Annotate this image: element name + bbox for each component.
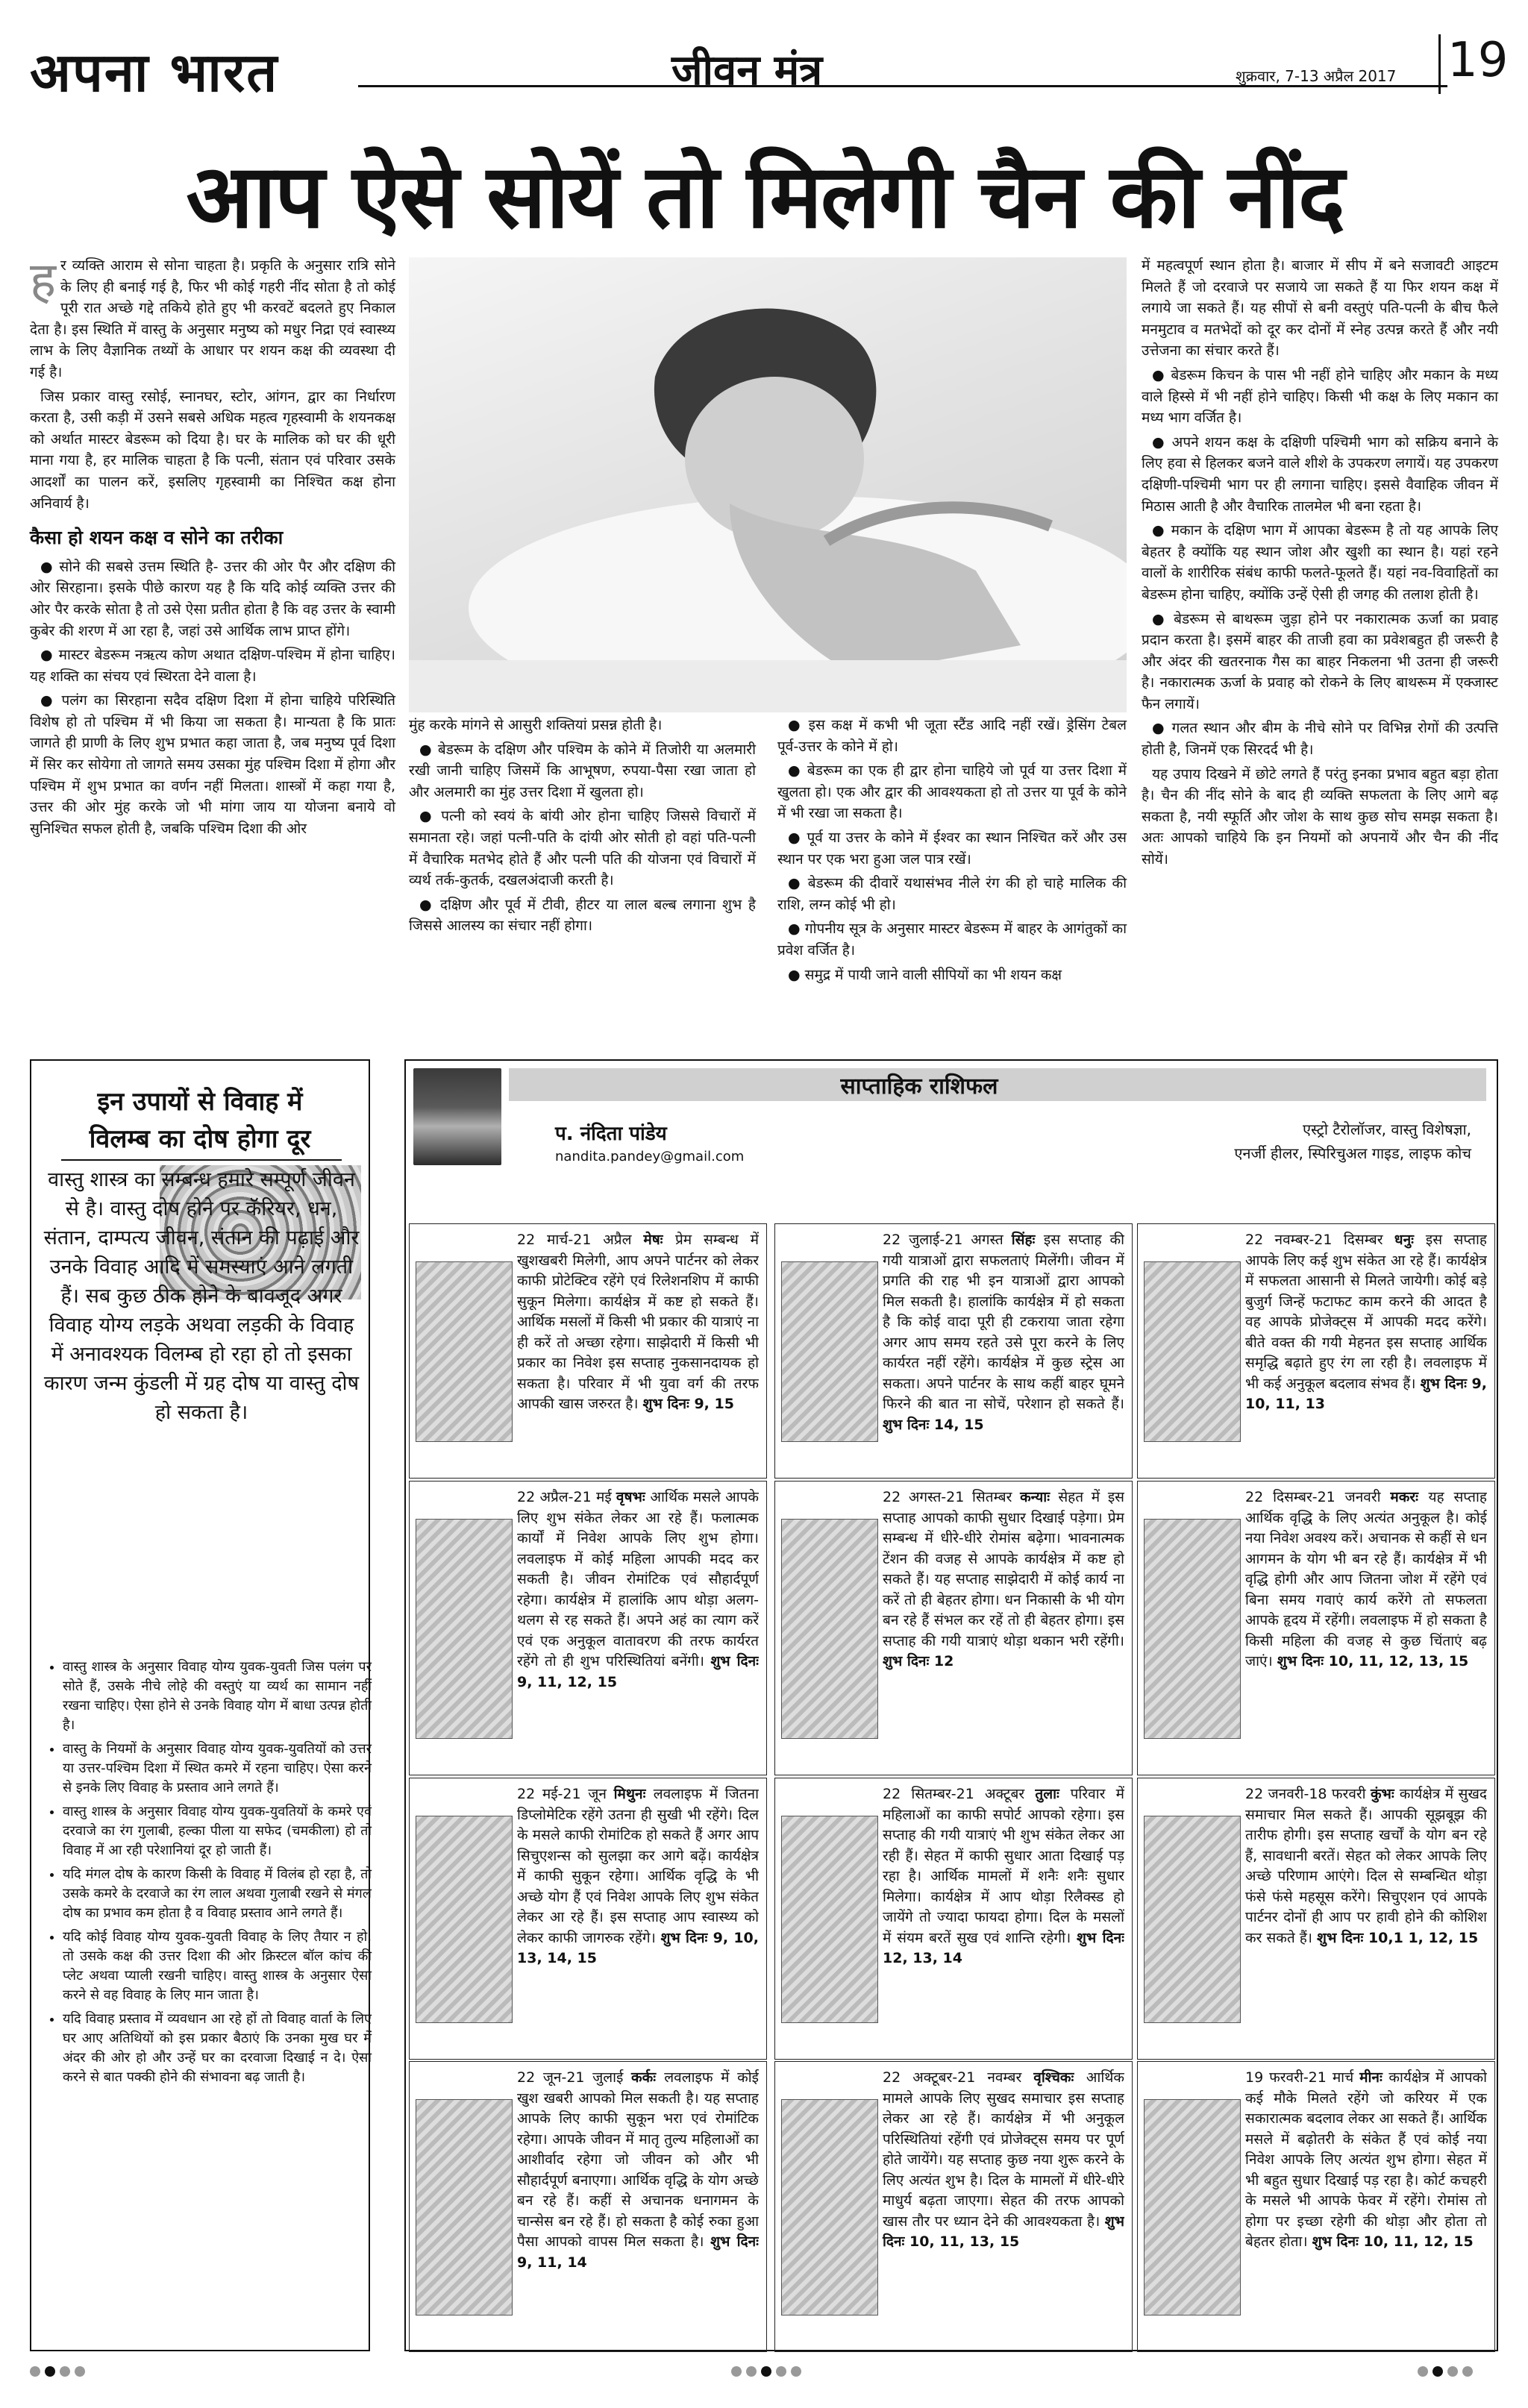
bullet-paragraph: ● इस कक्ष में कभी भी जूता स्टैंड आदि नहीं रखें। ड्रेसिंग टेबल पूर्व-उत्तर के कोने में हो। bbox=[777, 717, 1127, 755]
masthead bbox=[30, 30, 1509, 104]
sign-prediction: कार्यक्षेत्र में सुखद समाचार मिल सकते हैं। आपकी सूझबूझ की तारीफ होगी। इस सप्ताह खर्चों के योग बन रहे हैं, सावधानी बरतें। सेहत को लेकर आपके लिए अच्छे परिणाम आएंगे। दिल से सम्बन्धित थोड़ा फंसे फंसे महसूस करेंगे। सिचुएशन एवं आपके पार्टनर दोनों ही आप पर हावी होने की कोशिश कर सकते हैं। bbox=[1245, 1786, 1487, 1946]
author-name: प. नंदिता पांडेय bbox=[555, 1123, 667, 1145]
page-number: 19 bbox=[1447, 33, 1509, 88]
sign-prediction: आर्थिक मामले आपके लिए सुखद समाचार इस सप्ताह लेकर आ रहे हैं। कार्यक्षेत्र में भी अनुकूल परिस्थितियां रहेंगी एवं प्रोजेक्ट्स समय पर पूर्ण होते जायेंगे। यह सप्ताह कुछ नया शुरू करने के लिए अत्यंत शुभ है। दिल के मामलों में धीरे-धीरे माधुर्य बढ़ता जाएगा। सेहत की तरफ आपको खास तौर पर ध्यान देने की आवश्यकता है। bbox=[883, 2069, 1124, 2230]
lucky-days: शुभ दिनः 12 bbox=[883, 1653, 954, 1669]
sign-card bbox=[409, 1778, 767, 2060]
lucky-days: शुभ दिनः 9, 15 bbox=[642, 1396, 734, 1412]
author-photo bbox=[413, 1068, 501, 1165]
subhead: कैसा हो शयन कक्ष व सोने का तरीका bbox=[30, 527, 284, 549]
dot bbox=[761, 2366, 771, 2377]
article-column-1 bbox=[30, 251, 395, 842]
bullet-paragraph: ● पत्नी को स्वयं के बांयी ओर होना चाहिए जिससे विचारों में समानता रहे। जहां पत्नी-पति के दांयी ओर सोती हो वहां पति-पत्नी में वैचारिक मतभेद होते हैं और पत्नी पति की योजना एवं विचारों में व्यर्थ तर्क-कुतर्क, दखलअंदाजी करती है। bbox=[409, 808, 756, 889]
sign-name: मिथुनः bbox=[613, 1786, 654, 1802]
sign-name: वृश्चिकः bbox=[1033, 2069, 1086, 2086]
dot bbox=[1418, 2366, 1428, 2377]
rashifal-title: साप्ताहिक राशिफल bbox=[840, 1073, 998, 1100]
sidebar-box bbox=[30, 1059, 370, 2351]
dot bbox=[30, 2366, 40, 2377]
sign-card bbox=[1137, 1778, 1495, 2060]
dot bbox=[731, 2366, 742, 2377]
list-item: • वास्तु शास्त्र के अनुसार विवाह योग्य युवक-युवतियों के कमरे एवं दरवाजे का रंग गुलाबी, हल्का पीला या सफेद (चमकीला) हो तो विवाह में आ रही परेशानियां दूर हो जाती हैं। bbox=[63, 1802, 372, 1860]
sidebar-intro: वास्तु शास्त्र का सम्बन्ध हमारे सम्पूर्ण जीवन से है। वास्तु दोष होने पर कॅरियर, धन, संतान, दाम्पत्य जीवन, संतान की पढ़ाई और उनके विवाह आदि में समस्याएं आने लगती हैं। सब कुछ ठीक होने के बावजूद अगर विवाह योग्य लड़के अथवा लड़की के विवाह में अनावश्यक विलम्ब हो रहा हो तो इसका कारण जन्म कुंडली में ग्रह दोष या वास्तु दोष हो सकता है। bbox=[43, 1168, 360, 1424]
bullet-paragraph: ● दक्षिण और पूर्व में टीवी, हीटर या लाल बल्ब लगाना शुभ है जिससे आलस्य का संचार नहीं होगा। bbox=[409, 896, 756, 935]
article-column-4 bbox=[1142, 255, 1498, 874]
sign-card bbox=[774, 2061, 1133, 2352]
footer-dots-center bbox=[731, 2366, 801, 2377]
sign-text bbox=[781, 1487, 1124, 1769]
sign-text bbox=[416, 1784, 759, 2053]
sign-prediction: कार्यक्षेत्र में आपको कई मौके मिलते रहेंगे जो करियर में एक सकारात्मक बदलाव लेकर आ सकते हैं। आर्थिक मसले में बढ़ोतरी के संकेत हैं एवं कोई नया निवेश आपके लिए अत्यंत शुभ होगा। सेहत में भी बहुत सुधार दिखाई पड़ रहा है। कोर्ट कचहरी के मसले भी आपके फेवर में रहेंगे। रोमांस तो होगा पर इच्छा रहेगी की थोड़ा और होता तो बेहतर होता। bbox=[1245, 2069, 1487, 2250]
sign-card bbox=[409, 2061, 767, 2352]
sign-prediction: इस सप्ताह आपके लिए कई शुभ संकेत आ रहे हैं। कार्यक्षेत्र में सफलता आसानी से मिलते जायेगी। कोई बड़े बुजुर्ग जिन्हें फटाफट काम करने की आदत है वह आपके प्रोजेक्ट्स में आपकी मदद करेंगे। बीते वक्त की गयी मेहनत इस सप्ताह आर्थिक समृद्धि बढ़ाते हुए रंग ला रही है। लवलाइफ में भी कई अनुकूल बदलाव संभव हैं। bbox=[1245, 1232, 1487, 1392]
sign-card bbox=[409, 1481, 767, 1775]
sign-dates: 22 अक्टूबर-21 नवम्बर bbox=[883, 2069, 1034, 2086]
sidebar-title-line-1: इन उपायों से विवाह में bbox=[97, 1087, 303, 1117]
paper-name: अपना भारत bbox=[30, 40, 279, 104]
list-item: • यदि मंगल दोष के कारण किसी के विवाह में विलंब हो रहा है, तो उसके कमरे के दरवाजे का रंग लाल अथवा गुलाबी रखने से मंगल दोष का प्रभाव कम होता है व विवाह प्रस्ताव आने लगते हैं। bbox=[63, 1865, 372, 1923]
sign-dates: 22 अप्रैल-21 मई bbox=[517, 1489, 616, 1505]
sign-prediction: आर्थिक मसले आपके लिए शुभ संकेत लेकर आ रहे हैं। फलात्मक कार्यों में निवेश आपके लिए शुभ होगा। लवलाइफ में कोई महिला आपकी मदद कर सकती है। जीवन रोमांटिक एवं सौहार्दपूर्ण रहेगा। कार्यक्षेत्र में हालांकि आप थोड़ा अलग-थलग से रह सकते हैं। अपने अहं का त्याग करें एवं एक अनुकूल वातावरण की तरफ कार्यरत रहेंगे तो ही शुभ परिस्थितियां बनेंगी। bbox=[517, 1489, 759, 1669]
sidebar-title-rule bbox=[61, 1159, 342, 1161]
lucky-days: शुभ दिनः 10, 11, 12, 15 bbox=[1312, 2233, 1474, 2250]
sign-card bbox=[1137, 2061, 1495, 2352]
bullet-paragraph: ● सोने की सबसे उत्तम स्थिति है- उत्तर की ओर पैर और दक्षिण की ओर सिरहाना। इसके पीछे कारण यह है कि यदि कोई व्यक्ति उत्तर की ओर पैर करके सोता है तो उसे ऐसा प्रतीत होता है कि वह उत्तर के स्वामी कुबेर की शरण में आ रहा है, जहां उसे आर्थिक लाभ प्राप्त होंगे। bbox=[30, 558, 395, 639]
paragraph: में महत्वपूर्ण स्थान होता है। बाजार में सीप में बने सजावटी आइटम मिलते हैं जो दरवाजे पर सजाये जा सकते हैं या फिर शयन कक्ष में लगाये जा सकते हैं। यह सीपों से बनी वस्तुएं पति-पत्नी के बीच फैले मनमुटाव व मतभेदों को दूर कर दोनों में स्नेह उत्पन्न करते हैं और नयी उत्तेजना का संचार करते हैं। bbox=[1142, 257, 1498, 360]
sign-card bbox=[774, 1223, 1133, 1479]
dot bbox=[1432, 2366, 1443, 2377]
bullet-paragraph: ● गलत स्थान और बीम के नीचे सोने पर विभिन्न रोगों की उत्पत्ति होती है, जिनमें एक सिरदर्द भी है। bbox=[1142, 720, 1498, 759]
bullet-paragraph: ● समुद्र में पायी जाने वाली सीपियों का भी शयन कक्ष bbox=[788, 966, 1062, 983]
bullet-paragraph: ● बेडरूम के दक्षिण और पश्चिम के कोने में तिजोरी या अलमारी रखी जानी चाहिए जिसमें कि आभूषण, रुपया-पैसा रखा जाता हो और अलमारी का मुंह उत्तर दिशा में खुलता हो। bbox=[409, 741, 756, 800]
sign-text bbox=[1144, 2068, 1487, 2345]
sign-name: कुंभः bbox=[1370, 1786, 1400, 1802]
sign-name: मकरः bbox=[1390, 1489, 1429, 1505]
author-role-2: एनर्जी हीलर, स्पिरिचुअल गाइड, लाइफ कोच bbox=[1234, 1144, 1471, 1162]
list-item: • यदि कोई विवाह योग्य युवक-युवती विवाह के लिए तैयार न हो, तो उसके कक्ष की उत्तर दिशा की ओर क्रिस्टल बॉल कांच की प्लेट अथवा प्याली रखनी चाहिए। वास्तु शास्त्र के अनुसार ऐसा करने से वह विवाह के लिए मान जाता है। bbox=[63, 1928, 372, 2005]
sign-dates: 22 जनवरी-18 फरवरी bbox=[1245, 1786, 1371, 1802]
sidebar-points bbox=[43, 1658, 372, 2092]
list-item: • वास्तु के नियमों के अनुसार विवाह योग्य युवक-युवतियों को उत्तर या उत्तर-पश्चिम दिशा में स्थित कमरे में रहना चाहिए। ऐसा करने से इनके लिए विवाह के प्रस्ताव आने लगते हैं। bbox=[63, 1740, 372, 1798]
bullet-paragraph: ● मास्टर बेडरूम नऋत्य कोण अथात दक्षिण-पश्चिम में होना चाहिए। यह शक्ति का संचय एवं स्थिरता देने वाला है। bbox=[30, 647, 395, 685]
article-column-2 bbox=[409, 715, 756, 940]
sign-text bbox=[1144, 1487, 1487, 1769]
sleeping-woman-illustration bbox=[409, 257, 1127, 712]
list-item: • वास्तु शास्त्र के अनुसार विवाह योग्य युवक-युवती जिस पलंग पर सोते हैं, उसके नीचे लोहे की वस्तुएं या व्यर्थ का सामान नहीं रखना चाहिए। ऐसा होने से उनके विवाह योग में बाधा उत्पन्न होती है। bbox=[63, 1658, 372, 1735]
sign-dates: 22 मई-21 जून bbox=[517, 1786, 614, 1802]
dropcap: ह bbox=[30, 251, 57, 309]
sign-name: धनुः bbox=[1394, 1232, 1426, 1248]
sign-name: वृषभः bbox=[616, 1489, 651, 1505]
sign-dates: 22 मार्च-21 अप्रैल bbox=[517, 1232, 644, 1248]
bullet-paragraph: ● अपने शयन कक्ष के दक्षिणी पश्चिमी भाग को सक्रिय बनाने के लिए हवा से हिलकर बजने वाले शीशे के उपकरण लगायें। यह उपकरण दक्षिणी-पश्चिमी भाग पर ही लगाना चाहिए। इससे वैवाहिक जीवन में मिठास आती है और वैचारिक तालमेल भी बना रहता है। bbox=[1142, 433, 1498, 515]
sign-name: कन्याः bbox=[1020, 1489, 1059, 1505]
lucky-days: शुभ दिनः 12, 13, 14 bbox=[883, 1929, 1124, 1966]
sign-name: सिंहः bbox=[1011, 1232, 1044, 1248]
bullet-paragraph: ● पलंग का सिरहाना सदैव दक्षिण दिशा में होना चाहिये परिस्थिति विशेष हो तो पश्चिम में भी किया जा सकता है। मान्यता है कि प्रातः जागते ही प्राणी के लिए शुभ प्रभात कहा जाता है, जब मनुष्य पूर्व दिशा में सिर कर सोयेगा तो जागते समय उसका मुंह पश्चिम दिशा में होगा और पश्चिम में शुभ प्रभात का वर्णन नहीं मिलता। शास्त्रों में कहा गया है, उत्तर की ओर मुंह करके जो भी मांगा जाय या योजना बनाये वो सुनिश्चित सफल होती है, जबकि पश्चिम दिशा की ओर bbox=[30, 692, 395, 837]
sign-text bbox=[781, 2068, 1124, 2345]
lucky-days: शुभ दिनः 14, 15 bbox=[883, 1416, 984, 1433]
sign-prediction: यह सप्ताह आर्थिक वृद्धि के लिए अत्यंत अनुकूल है। कोई नया निवेश अवश्य करें। अचानक से कहीं से धन आगमन के योग भी बन रहे हैं। कार्यक्षेत्र में भी वृद्धि होगी और आप जितना जोश में रहेंगे एवं बिना समय गवाएं कार्य करेंगे तो सफलता आपके हृदय में रहेंगी। लवलाइफ में हो सकता है किसी महिला की वजह से कुछ चिंताएं बढ़ जाएं। bbox=[1245, 1489, 1487, 1669]
list-item: • यदि विवाह प्रस्ताव में व्यवधान आ रहे हों तो विवाह वार्ता के लिए घर आए अतिथियों को इस प्रकार बैठाएं कि उनका मुख घर में अंदर की ओर हो और उन्हें घर का दरवाजा दिखाई न दे। ऐसा करने से बात पक्की होने की संभावना बढ़ जाती है। bbox=[63, 2010, 372, 2087]
dot bbox=[45, 2366, 55, 2377]
lucky-days: शुभ दिनः 10, 11, 13, 15 bbox=[883, 2213, 1124, 2250]
sign-dates: 22 दिसम्बर-21 जनवरी bbox=[1245, 1489, 1391, 1505]
lucky-days: शुभ दिनः 9, 10, 13, 14, 15 bbox=[517, 1929, 759, 1966]
dot bbox=[776, 2366, 786, 2377]
lucky-days: शुभ दिनः 9, 10, 11, 13 bbox=[1245, 1375, 1487, 1412]
sign-text bbox=[416, 2068, 759, 2345]
lucky-days: शुभ दिनः 10,1 1, 12, 15 bbox=[1317, 1929, 1479, 1946]
sign-card bbox=[409, 1223, 767, 1479]
lucky-days: शुभ दिनः 10, 11, 12, 13, 15 bbox=[1277, 1653, 1469, 1669]
sign-name: मीनः bbox=[1359, 2069, 1389, 2086]
paragraph: जिस प्रकार वास्तु रसोई, स्नानघर, स्टोर, आंगन, द्वार का निर्धारण करता है, उसी कड़ी में उसने सबसे अधिक महत्व गृहस्वामी के शयनकक्ष को अर्थात मास्टर बेडरूम को दिया है। घर के मालिक को घर की धूरी माना गया है, हर मालिक चाहता है कि पत्नी, संतान एवं परिवार उसके आदर्शों का पालन करें, इसलिए गृहस्वामी का निश्चित कक्ष होना अनिवार्य है। bbox=[30, 388, 395, 512]
footer-dots-right bbox=[1418, 2366, 1473, 2377]
page-number-divider bbox=[1438, 34, 1441, 94]
issue-date: शुक्रवार, 7-13 अप्रैल 2017 bbox=[1236, 67, 1397, 85]
sign-dates: 22 अगस्त-21 सितम्बर bbox=[883, 1489, 1021, 1505]
sign-prediction: परिवार में महिलाओं का काफी सपोर्ट आपको रहेगा। इस सप्ताह की गयी यात्राएं भी शुभ संकेत लेकर आ रही हैं। सेहत में काफी सुधार आता दिखाई पड़ रहा है। आर्थिक मामलों में शनैः शनैः सुधार मिलेगा। कार्यक्षेत्र में आप थोड़ा रिलैक्स्ड हो जायेंगे तो ज्यादा फायदा होगा। दिल के मसलों में संयम बरतें सुख एवं शान्ति रहेगी। bbox=[883, 1786, 1124, 1946]
bullet-paragraph: ● बेडरूम का एक ही द्वार होना चाहिये जो पूर्व या उत्तर दिशा में खुलता हो। एक और द्वार की आवश्यकता हो तो उत्तर या पूर्व के कोने में भी रखा जा सकता है। bbox=[777, 762, 1127, 822]
sign-card bbox=[1137, 1223, 1495, 1479]
sign-text bbox=[416, 1230, 759, 1472]
sign-text bbox=[781, 1230, 1124, 1472]
sign-text bbox=[1144, 1230, 1487, 1472]
sign-dates: 22 नवम्बर-21 दिसम्बर bbox=[1245, 1232, 1394, 1248]
lucky-days: शुभ दिनः 9, 11, 14 bbox=[517, 2233, 759, 2271]
dot bbox=[60, 2366, 70, 2377]
footer-dots-left bbox=[30, 2366, 85, 2377]
sign-name: तुलाः bbox=[1035, 1786, 1071, 1802]
sign-text bbox=[781, 1784, 1124, 2053]
section-title: जीवन मंत्र bbox=[671, 46, 823, 95]
bullet-paragraph: ● मकान के दक्षिण भाग में आपका बेडरूम है तो यह आपके लिए बेहतर है क्योंकि यह स्थान जोश और खुशी का स्थान है। यहां रहने वालों के शारीरिक संबंध काफी फलते-फूलते हैं। यहां नव-विवाहितों का बेडरूम होना चाहिए, क्योंकि उन्हें ऐसी ही जगह की तलाश होती है। bbox=[1142, 522, 1498, 603]
sign-dates: 22 जुलाई-21 अगस्त bbox=[883, 1232, 1012, 1248]
sign-prediction: लवलाइफ में कोई खुश खबरी आपको मिल सकती है। यह सप्ताह आपके लिए काफी सुकून भरा एवं रोमांटिक रहेगा। आपके जीवन में मातृ तुल्य महिलाओं का आशीर्वाद रहेगा जो जीवन को और भी सौहार्दपूर्ण बनाएगा। आर्थिक वृद्धि के योग अच्छे बन रहे हैं। कहीं से अचानक धनागमन के चान्सेस बन रहे हैं। हो सकता है कोई रुका हुआ पैसा आपको वापस मिल सकता है। bbox=[517, 2069, 759, 2250]
dot bbox=[1447, 2366, 1458, 2377]
author-email: nandita.pandey@gmail.com bbox=[555, 1149, 745, 1164]
sign-name: मेषः bbox=[643, 1232, 675, 1248]
sign-prediction: प्रेम सम्बन्ध में खुशखबरी मिलेगी, आप अपने पार्टनर को लेकर काफी प्रोटेक्टिव रहेंगे एवं रिलेशनशिप में काफी सुकून मिलेगा। कार्यक्षेत्र में कष्ट हो सकते हैं। आर्थिक मसलों में किसी भी प्रकार की यात्राएं ना ही करें तो अच्छा रहेगा। साझेदारी में किसी भी प्रकार का निवेश इस सप्ताह नुकसानदायक हो सकता है। परिवार में भी युवा वर्ग की तरफ आपकी खास जरुरत है। bbox=[517, 1232, 759, 1412]
dot bbox=[791, 2366, 801, 2377]
article-column-3 bbox=[777, 715, 1127, 988]
sign-text bbox=[416, 1487, 759, 1769]
sign-card bbox=[1137, 1481, 1495, 1775]
bullet-paragraph: ● बेडरूम से बाथरूम जुड़ा होने पर नकारात्मक ऊर्जा का प्रवाह प्रदान करता है। इसमें बाहर की ताजी हवा का प्रवेशबहुत ही जरूरी है और अंदर की खतरनाक गैस का बाहर निकलना भी उतना ही जरूरी है। नकारात्मक ऊर्जा के प्रवाह को रोकने के लिए बाथरूम में एक्जास्ट फैन लगायें। bbox=[1142, 610, 1498, 712]
bullet-paragraph: ● बेडरूम की दीवारें यथासंभव नीले रंग की हो चाहे मालिक की राशि, लग्न कोई भी हो। bbox=[777, 875, 1127, 913]
dot bbox=[1462, 2366, 1473, 2377]
sign-prediction: इस सप्ताह की गयी यात्राओं द्वारा सफलताएं मिलेंगी। जीवन में प्रगति की राह भी इन यात्राओं द्वारा आपको मिल सकती है। हालांकि कार्यक्षेत्र में हो सकता है कि कोई वादा पूरी ही टकराया जाता रहेगा अगर आप समय रहते उसे पूरा करने के लिए कार्यरत नहीं रहेंगे। कार्यक्षेत्र में कुछ स्ट्रेस आ सकता। अपने पार्टनर के साथ कहीं बाहर घूमने फिरने की बात ना सोचें, परेशान हो सकते हैं। bbox=[883, 1232, 1124, 1412]
sign-dates: 22 जून-21 जुलाई bbox=[517, 2069, 632, 2086]
dot bbox=[746, 2366, 757, 2377]
paragraph: यह उपाय दिखने में छोटे लगते हैं परंतु इनका प्रभाव बहुत बड़ा होता है। चैन की नींद सोने के बाद ही व्यक्ति सफलता के लिए आगे बढ़ सकता है, नयी स्फूर्ति और जोश के साथ कुछ सोच समझ सकता है। अतः आपको चाहिये कि इन नियमों को अपनायें और चैन की नींद सोयें। bbox=[1142, 765, 1498, 868]
bullet-paragraph: ● पूर्व या उत्तर के कोने में ईश्वर का स्थान निश्चित करें और उस स्थान पर एक भरा हुआ जल पात्र रखें। bbox=[777, 829, 1127, 868]
dot bbox=[75, 2366, 85, 2377]
sleeping-woman-photo bbox=[409, 257, 1127, 712]
paragraph: मुंह करके मांगने से आसुरी शक्तियां प्रसन्न होती है। bbox=[409, 717, 663, 733]
sign-dates: 22 सितम्बर-21 अक्टूबर bbox=[883, 1786, 1036, 1802]
author-role-1: एस्ट्रो टैरोलॉजर, वास्तु विशेषज्ञा, bbox=[1302, 1120, 1471, 1138]
paragraph: र व्यक्ति आराम से सोना चाहता है। प्रकृति के अनुसार रात्रि सोने के लिए ही बनाई गई है, फिर भी कोई गहरी नींद सोता है तो कोई पूरी रात अच्छे गद्दे तकिये होते हुए भी करवटें बदलते हुए निकाल देता है। इस स्थिति में वास्तु के अनुसार मनुष्य को मधुर निद्रा एवं स्वास्थ्य लाभ के लिए वैज्ञानिक तथ्यों के आधार पर शयन कक्ष की व्यवस्था दी गई है। bbox=[30, 257, 395, 380]
sign-text bbox=[1144, 1784, 1487, 2053]
sidebar-title-line-2: विलम्ब का दोष होगा दूर bbox=[89, 1124, 311, 1154]
sign-card bbox=[774, 1778, 1133, 2060]
bullet-paragraph: ● बेडरूम किचन के पास भी नहीं होने चाहिए और मकान के मध्य वाले हिस्से में भी नहीं होने चाहिए। किसी भी कक्ष के लिए मकान का मध्य भाग वर्जित है। bbox=[1142, 366, 1498, 427]
sign-dates: 19 फरवरी-21 मार्च bbox=[1245, 2069, 1360, 2086]
headline: आप ऐसे सोयें तो मिलेगी चैन की नींद bbox=[186, 145, 1344, 248]
bullet-paragraph: ● गोपनीय सूत्र के अनुसार मास्टर बेडरूम में बाहर के आगंतुकों का प्रवेश वर्जित है। bbox=[777, 921, 1127, 959]
lucky-days: शुभ दिनः 9, 11, 12, 15 bbox=[517, 1653, 759, 1690]
sign-prediction: लवलाइफ में जितना डिप्लोमेटिक रहेंगे उतना ही सुखी भी रहेंगे। दिल के मसले काफी रोमांटिक हो सकते हैं अगर आप सिचुएशन्स को सुलझा कर आगे बढ़ें। कार्यक्षेत्र में काफी सुकून रहेगा। आर्थिक वृद्धि के भी अच्छे योग हैं एवं निवेश आपके लिए शुभ संकेत लेकर आ रहे हैं। इस सप्ताह आप स्वास्थ्य को लेकर काफी जागरुक रहेंगे। bbox=[517, 1786, 759, 1946]
sign-card bbox=[774, 1481, 1133, 1775]
sign-prediction: सेहत में इस सप्ताह आपको काफी सुधार दिखाई पड़ेगा। प्रेम सम्बन्ध में धीरे-धीरे रोमांस बढ़ेगा। भावनात्मक टेंशन की वजह से आपके कार्यक्षेत्र में कष्ट हो सकते हैं। यह सप्ताह साझेदारी में कोई कार्य ना करें तो ही बेहतर होगा। धन निकासी के भी योग बन रहे हैं संभल कर रहें तो ही बेहतर होगा। इस सप्ताह की गयी यात्राएं थोड़ा थकान भरी रहेंगी। bbox=[883, 1489, 1124, 1649]
sign-name: कर्कः bbox=[631, 2069, 665, 2086]
